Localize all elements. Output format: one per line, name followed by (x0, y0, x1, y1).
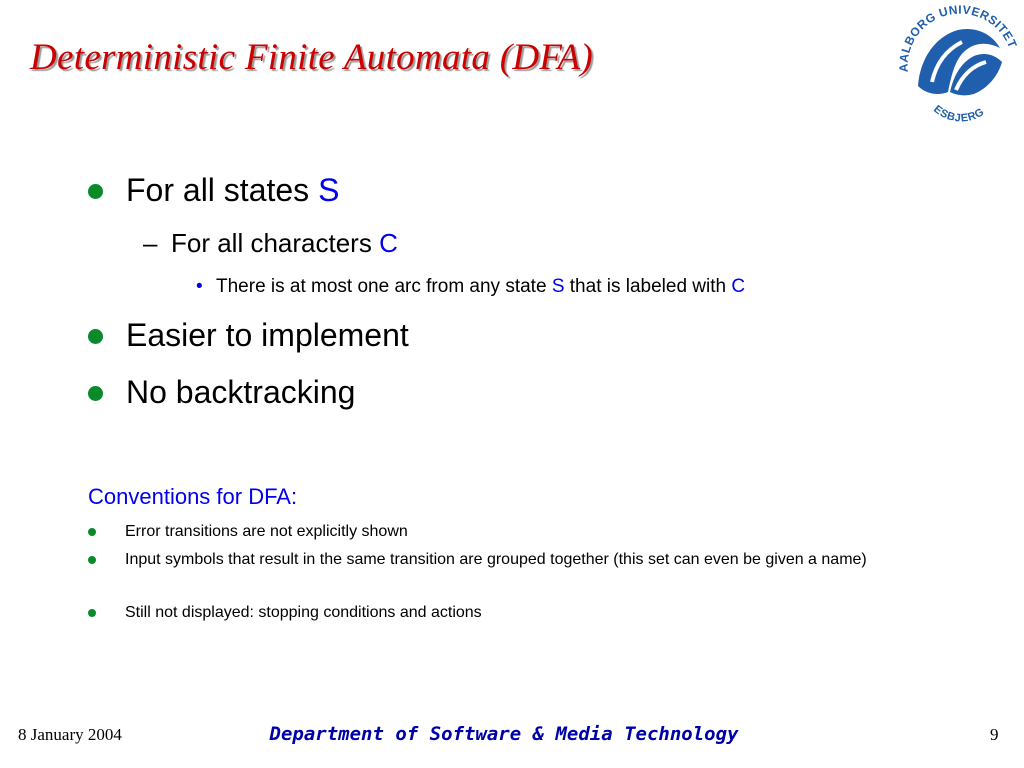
accent-s: S (318, 172, 340, 208)
dash-marker: – (143, 228, 158, 258)
convention-text: Still not displayed: stopping conditions and actions (125, 604, 482, 621)
slide-title: Deterministic Finite Automata (DFA) (30, 37, 594, 78)
svg-text:ESBJERG (931, 103, 986, 124)
convention-item (88, 549, 948, 593)
convention-text: Error transitions are not explicitly shown (125, 523, 408, 540)
accent-c-2: C (731, 276, 746, 297)
page-number: 9 (990, 725, 999, 744)
sub-bullet-text: For all characters (171, 228, 380, 258)
small-dot-marker: • (196, 276, 203, 297)
green-bullet-icon (88, 609, 96, 617)
bullet-text: For all states (126, 172, 319, 208)
logo-text-top: AALBORG UNIVERSITET (896, 2, 1020, 73)
convention-text: Input symbols that result in the same transition are grouped together (this set can even be given a name) (125, 551, 867, 568)
bullet-text: Easier to implement (126, 317, 409, 353)
aalborg-university-logo (892, 0, 1024, 134)
subsub-text-2: that is labeled with (564, 276, 732, 297)
footer-date: 8 January 2004 (18, 725, 122, 744)
green-bullet-icon (88, 329, 103, 344)
green-bullet-icon (88, 386, 103, 401)
footer-department: Department of Software & Media Technology (269, 723, 739, 745)
bullet-text: No backtracking (126, 374, 356, 410)
green-bullet-icon (88, 556, 96, 564)
green-bullet-icon (88, 528, 96, 536)
accent-s-2: S (551, 276, 565, 297)
subsub-text-1: There is at most one arc from any state (216, 276, 552, 297)
green-bullet-icon (88, 184, 103, 199)
convention-item (88, 521, 948, 543)
logo-text-bottom: ESBJERG (931, 103, 987, 125)
convention-item (88, 602, 948, 624)
accent-c: C (379, 228, 398, 258)
conventions-heading: Conventions for DFA: (88, 484, 298, 509)
university-logo-icon (892, 0, 1024, 134)
